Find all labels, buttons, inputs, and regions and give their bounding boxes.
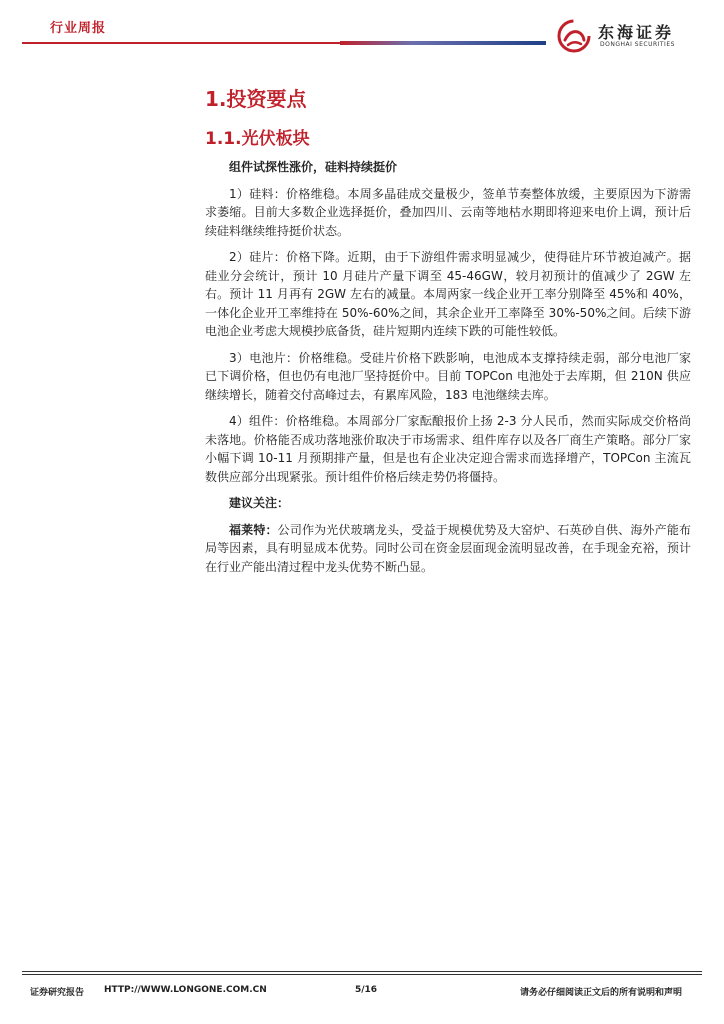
footer-website-link[interactable]: HTTP://WWW.LONGONE.COM.CN xyxy=(104,985,267,995)
report-type-label: 行业周报 xyxy=(50,21,107,36)
paragraph-cell: 3）电池片：价格维稳。受硅片价格下跌影响，电池成本支撑持续走弱，部分电池厂家已下调价格，但也仍有电池厂坚持挺价中。目前 TOPCon 电池处于去库期，但 210N 供应继续增长，随着交付高峰过去，有累库风险，183 电池继续去库。 xyxy=(205,350,691,402)
footer-rule-secondary xyxy=(22,974,702,975)
paragraph-silicon-material: 1）硅料：价格维稳。本周多晶硅成交量极少，签单节奏整体放缓，主要原因为下游需求萎缩。目前大多数企业选择挺价，叠加四川、云南等地枯水期即将迎来电价上调，预计后续硅料继续维持挺价状态。 xyxy=(205,186,691,238)
donghai-logo xyxy=(556,18,706,54)
header-rule-red xyxy=(22,42,340,44)
body-content xyxy=(205,158,691,584)
subtitle: 组件试探性涨价，硅料持续挺价 xyxy=(229,160,398,174)
advice-heading: 建议关注： xyxy=(229,496,290,510)
footer-report-label: 证券研究报告 xyxy=(30,988,85,998)
logo-chinese-name: 东海证券 xyxy=(598,23,675,42)
footer-disclaimer: 请务必仔细阅读正文后的所有说明和声明 xyxy=(520,988,683,998)
donghai-logo-mark-icon xyxy=(556,18,592,54)
paragraph-wafer: 2）硅片：价格下降。近期，由于下游组件需求明显减少，使得硅片环节被迫减产。据硅业分会统计，预计 10 月硅片产量下调至 45-46GW，较月初预计的值减少了 2GW 左右。预计 11 月再有 2GW 左右的减量。本周两家一线企业开工率分别降至 45%和 40%，一体化企业开工率维持在 50%-60%之间，其余企业开工率降至 30%-50%之间。后续下游电池企业考虑大规模抄底备货，硅片短期内连续下跌的可能性较低。 xyxy=(205,250,691,338)
footer-page-number: 5/16 xyxy=(355,985,378,995)
paragraph-module: 4）组件：价格维稳。本周部分厂家酝酿报价上扬 2-3 分人民币，然而实际成交价格尚未落地。价格能否成功落地涨价取决于市场需求、组件库存以及各厂商生产策略。部分厂家小幅下调 10-11 月预期排产量，但是也有企业决定迎合需求而选择增产，TOPCon 主流瓦数供应部分出现紧张。预计组件价格后续走势仍将僵持。 xyxy=(205,414,691,484)
paragraph-flat-glass xyxy=(205,521,691,577)
section-heading-1-1: 1.1.光伏板块 xyxy=(205,129,310,149)
header-rule-blue xyxy=(340,41,546,45)
footer-rule xyxy=(22,971,702,972)
company-name: 福莱特： xyxy=(229,522,278,537)
section-heading-1: 1.投资要点 xyxy=(205,87,307,111)
company-description: 公司作为光伏玻璃龙头，受益于规模优势及大窑炉、石英砂自供、海外产能布局等因素，具有明显成本优势。同时公司在资金层面现金流明显改善，在手现金充裕，预计在行业产能出清过程中龙头优势不断凸显。 xyxy=(205,522,691,574)
logo-english-name: DONGHAI SECURITIES xyxy=(600,41,675,48)
